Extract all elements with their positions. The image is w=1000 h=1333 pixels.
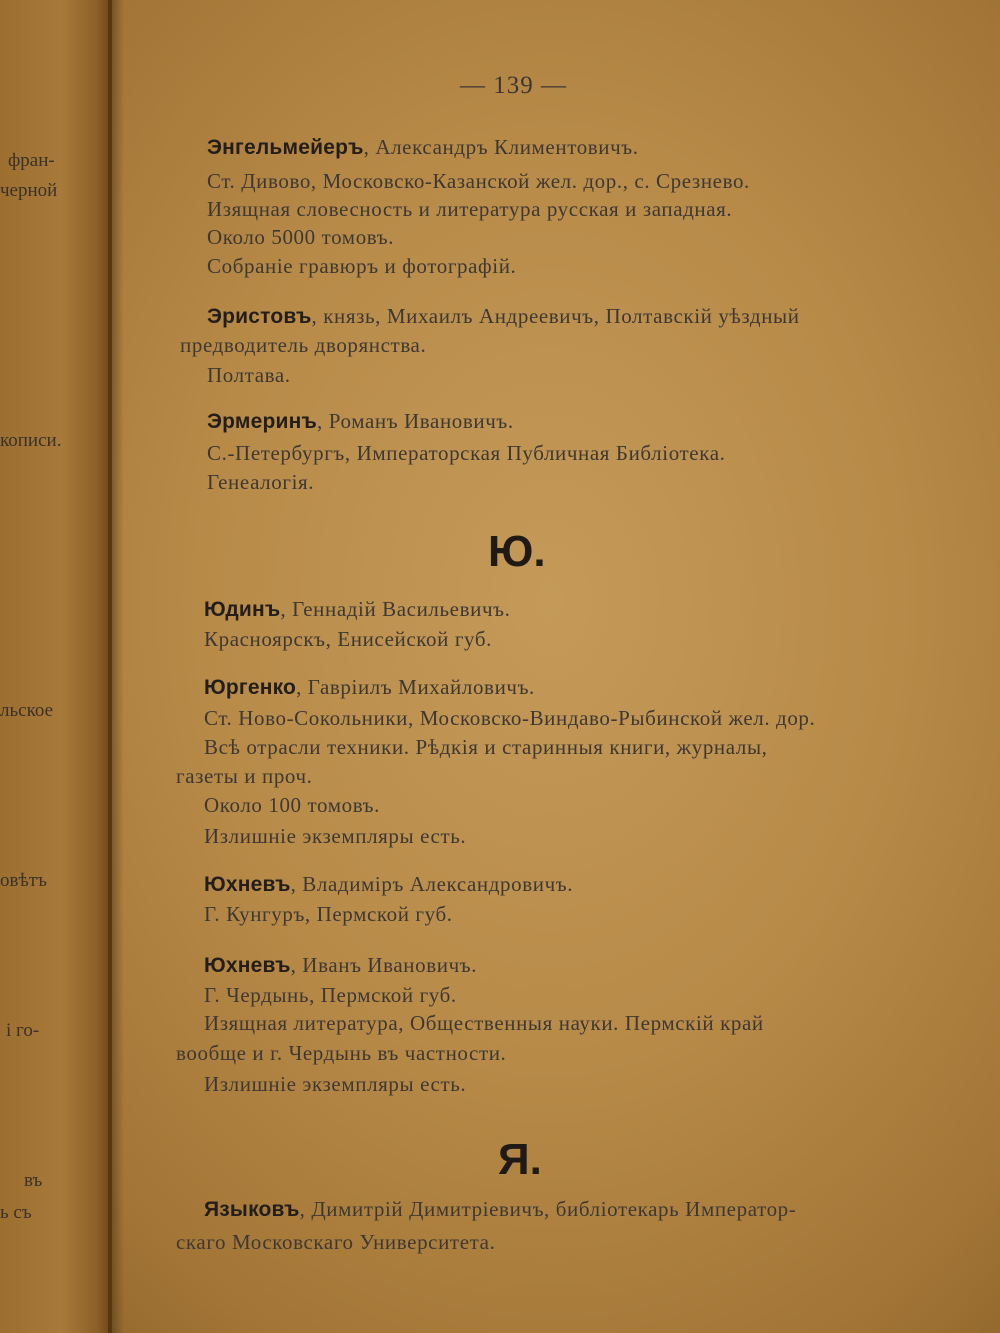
entry-continuation-line: вообще и г. Чердынь въ частности. (176, 1041, 507, 1065)
entry-given-name: , Александръ Климентовичъ. (363, 135, 639, 159)
entry-heading (204, 1197, 796, 1222)
entry-surname: Юргенко (204, 676, 297, 699)
left-page-fragment: кописи. (0, 430, 62, 451)
entry-detail-line: Красноярскъ, Енисейской губ. (204, 627, 492, 651)
entry-detail-line: Изящная словесность и литература русская и западная. (207, 197, 733, 221)
left-page-fragment: овѣтъ (0, 870, 47, 891)
entry-continuation-line: предводитель дворянства. (180, 333, 427, 357)
left-page-fragment: фран- (8, 150, 55, 171)
entry-surname: Эрмеринъ (207, 410, 318, 433)
entry-detail-line: Изящная литература, Общественныя науки. Пермскій край (204, 1011, 764, 1035)
entry-detail-line: Всѣ отрасли техники. Рѣдкія и старинныя книги, журналы, (204, 735, 768, 759)
entry-given-name: , князь, Михаилъ Андреевичъ, Полтавскій уѣздный (311, 304, 800, 328)
entry-detail-line: Около 5000 томовъ. (207, 225, 395, 249)
entry-detail-line: Полтава. (207, 363, 291, 387)
book-gutter-shadow (108, 0, 124, 1333)
entry-given-name: , Романъ Ивановичъ. (317, 409, 514, 433)
left-page-fragment: льское (0, 700, 54, 721)
entry-detail-line: Генеалогія. (207, 470, 315, 494)
entry-detail-line: Ст. Дивово, Московско-Казанской жел. дор., с. Срезнево. (207, 169, 750, 193)
entry-detail-line: Излишніе экземпляры есть. (204, 824, 467, 848)
entry-heading (204, 675, 535, 700)
entry-detail-line: Г. Кунгуръ, Пермской губ. (204, 902, 453, 926)
entry-continuation-line: газеты и проч. (176, 764, 313, 788)
left-page-fragment: черной (0, 180, 58, 201)
entry-detail-line: Г. Чердынь, Пермской губ. (204, 983, 457, 1007)
entry-detail-line: Излишніе экземпляры есть. (204, 1072, 467, 1096)
entry-detail-line: Ст. Ново-Сокольники, Московско-Виндаво-Рыбинской жел. дор. (204, 706, 816, 730)
entry-detail-line: Около 100 томовъ. (204, 793, 380, 817)
entry-heading (207, 304, 800, 329)
entry-surname: Эристовъ (207, 305, 312, 328)
entry-detail-line: Собраніе гравюръ и фотографій. (207, 254, 517, 278)
entry-heading (204, 953, 477, 978)
entry-heading (207, 409, 514, 434)
entry-surname: Языковъ (204, 1198, 300, 1221)
entry-given-name: , Владиміръ Александровичъ. (290, 872, 574, 896)
entry-detail-line: С.-Петербургъ, Императорская Публичная Библіотека. (207, 441, 726, 465)
entry-heading (207, 135, 639, 160)
entry-surname: Энгельмейеръ (207, 136, 364, 159)
entry-heading (204, 597, 510, 622)
left-page-fragment: ь съ (0, 1202, 32, 1223)
page-number: — 139 — (460, 72, 567, 99)
entry-given-name: , Геннадій Васильевичъ. (280, 597, 511, 621)
entry-given-name: , Гавріилъ Михайловичъ. (296, 675, 535, 699)
left-page-fragment: і го- (6, 1020, 40, 1041)
entry-surname: Юдинъ (204, 598, 281, 621)
section-letter: Ю. (488, 527, 546, 576)
left-page-fragment: въ (24, 1170, 43, 1191)
section-letter: Я. (498, 1135, 542, 1184)
previous-page-edge (0, 0, 112, 1333)
entry-given-name: , Иванъ Ивановичъ. (290, 953, 478, 977)
entry-continuation-line: скаго Московскаго Университета. (176, 1230, 496, 1254)
entry-surname: Юхневъ (204, 954, 291, 977)
entry-given-name: , Димитрій Димитріевичъ, библіотекарь Император- (299, 1197, 797, 1221)
entry-heading (204, 872, 573, 897)
entry-surname: Юхневъ (204, 873, 291, 896)
